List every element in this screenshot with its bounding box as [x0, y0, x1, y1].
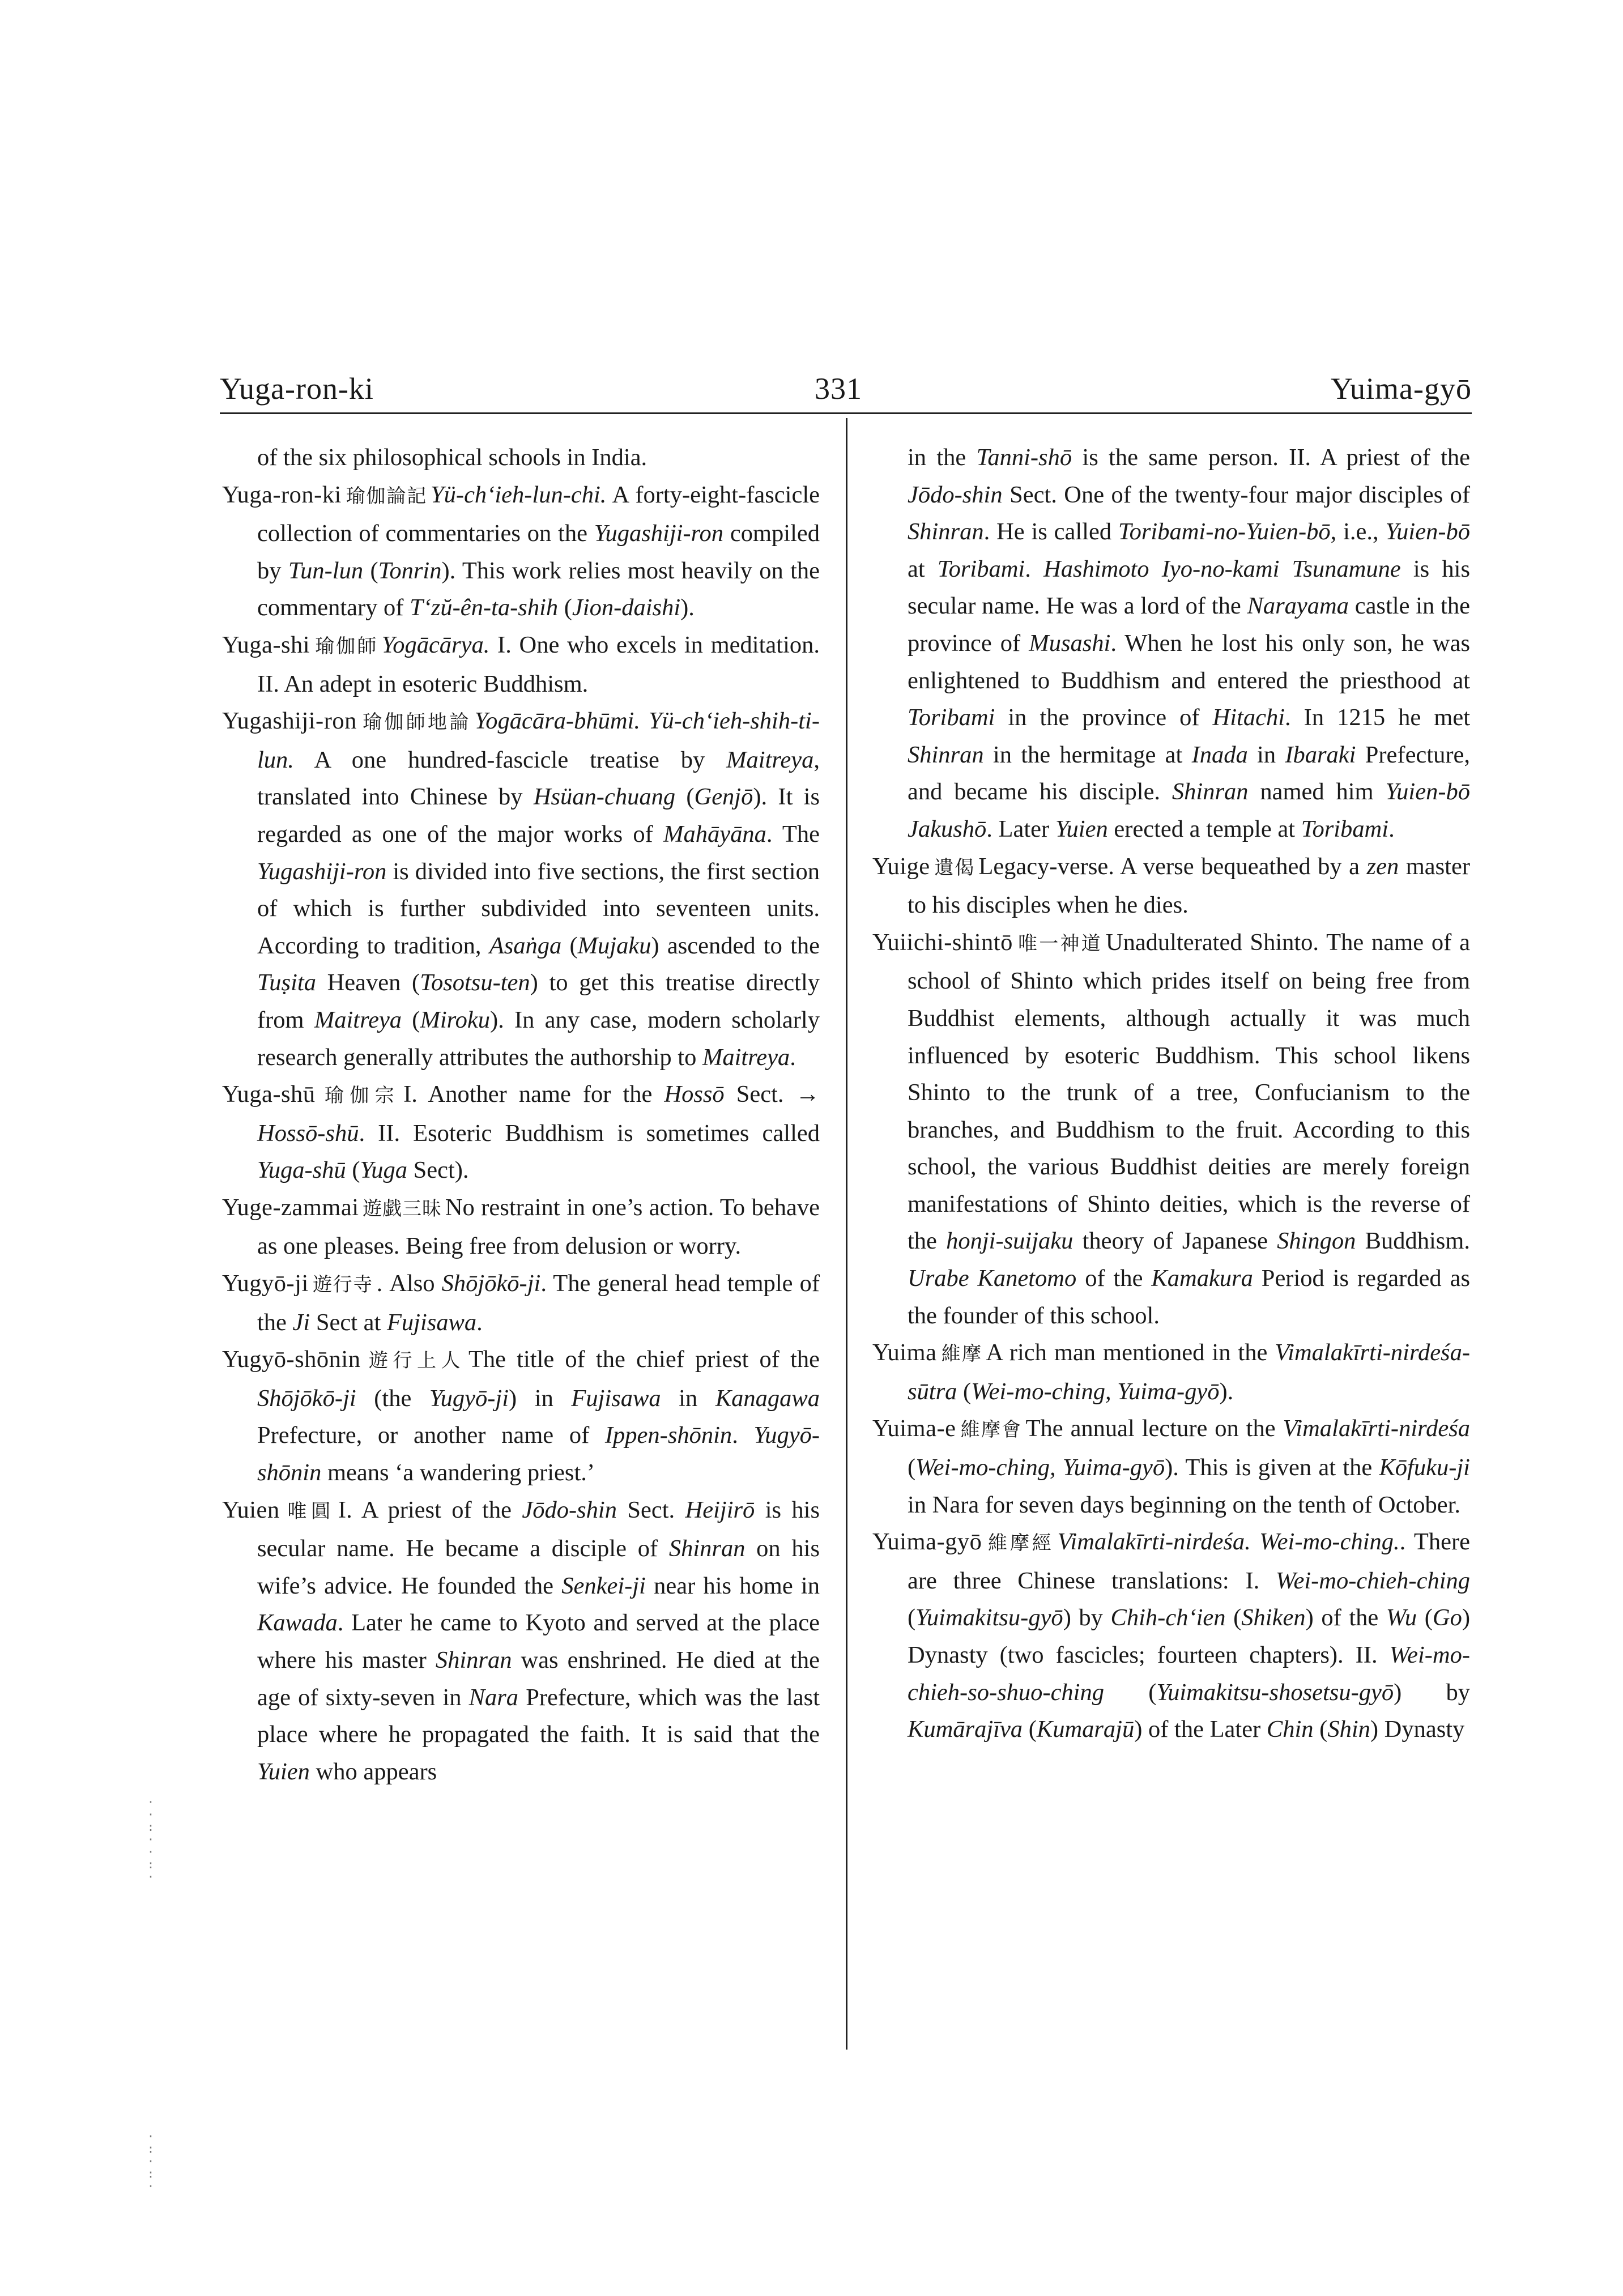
- italic-term: Toribami: [908, 704, 995, 731]
- entry-text: (: [363, 557, 378, 584]
- entry-kanji: 遊戯三昧: [362, 1197, 442, 1220]
- scan-specks-lower: · : · : ·: [147, 2129, 155, 2193]
- entry-text: (: [908, 1454, 916, 1481]
- entry-text: I. Another name for the: [403, 1081, 664, 1108]
- entry-text: theory of Japanese: [1073, 1228, 1277, 1255]
- italic-term: Shin: [1327, 1716, 1370, 1743]
- entry-text: . Later he came to Kyoto and served at the place where his master: [257, 1609, 820, 1673]
- entry-kanji: 瑜伽師地論: [360, 711, 471, 734]
- italic-term: Wei-mo-ching, Yuima-gyō: [915, 1454, 1165, 1481]
- entry-kanji: 遊行上人: [364, 1349, 465, 1373]
- entry-text: ) Dynasty (two fascicles; fourteen chapters). II.: [908, 1604, 1471, 1668]
- entry-text: Sect. →: [724, 1081, 820, 1108]
- italic-term: Shinran: [908, 741, 984, 768]
- entry-text: The title of the chief priest of the: [468, 1346, 820, 1373]
- italic-term: Shōjōkō-ji: [441, 1270, 541, 1297]
- italic-term: Yuimakitsu-shosetsu-gyō: [1156, 1679, 1394, 1706]
- italic-term: Tonrin: [378, 557, 442, 584]
- entry-text: Sect at: [310, 1309, 387, 1336]
- italic-term: Yugashiji-ron: [257, 858, 387, 885]
- italic-term: Wu: [1386, 1604, 1417, 1632]
- entry-text: means ‘a wandering priest.’: [321, 1459, 595, 1486]
- italic-term: Yugashiji-ron: [594, 520, 724, 547]
- italic-term: Vimalakīrti-nirdeśa: [1283, 1415, 1471, 1442]
- entry-text: Legacy-verse. A verse bequeathed by a: [978, 853, 1367, 880]
- entry-text: in the: [908, 444, 977, 471]
- entry-headword: Yuga-shi: [222, 631, 310, 658]
- right-entries: [872, 848, 1470, 1748]
- entry-text: Heaven (: [316, 969, 420, 996]
- entry-text: of the: [1076, 1265, 1152, 1292]
- entry-headword: Yuga-ron-ki: [222, 481, 342, 508]
- entry-headword: Yuge-zammai: [222, 1194, 359, 1221]
- entry-headword: Yugashiji-ron: [222, 708, 357, 735]
- running-head-right: Yuima-gyō: [1331, 372, 1472, 406]
- dictionary-entry: [222, 1265, 820, 1341]
- entry-text: who appears: [309, 1758, 437, 1785]
- entry-text: (: [558, 594, 572, 621]
- italic-term: Yogācārya.: [381, 631, 490, 658]
- italic-term: Tosotsu-ten: [420, 969, 530, 996]
- entry-text: .: [476, 1309, 483, 1336]
- italic-term: Shiken: [1241, 1604, 1306, 1632]
- page-header: [220, 371, 1472, 416]
- italic-term: Musashi: [1029, 629, 1111, 657]
- entry-text: named him: [1248, 778, 1386, 806]
- italic-term: Shinran: [908, 518, 984, 546]
- entry-text: (: [908, 1604, 916, 1632]
- italic-term: Mujaku: [577, 932, 651, 959]
- dictionary-entry: [872, 924, 1470, 1335]
- italic-term: Fujisawa: [571, 1385, 661, 1412]
- dictionary-entry: [872, 848, 1470, 924]
- entry-text: . Also: [376, 1270, 442, 1297]
- italic-term: Kanagawa: [715, 1385, 820, 1412]
- entry-kanji: 維摩經: [985, 1532, 1054, 1555]
- italic-term: Toribami-no-Yuien-bō: [1118, 518, 1331, 546]
- entry-text: Period is regarded as the founder of this school.: [908, 1265, 1470, 1329]
- italic-term: Inada: [1191, 741, 1248, 768]
- entry-text: ). This is given at the: [1165, 1454, 1379, 1481]
- italic-term: Shinran: [435, 1647, 512, 1673]
- italic-term: Ji: [292, 1309, 310, 1336]
- italic-term: Hitachi: [1212, 704, 1285, 731]
- left-entries: [222, 476, 820, 1791]
- entry-text: . The: [766, 820, 820, 847]
- left-column: [222, 439, 820, 1790]
- entry-text: The annual lecture on the: [1025, 1415, 1283, 1442]
- entry-text: .: [790, 1043, 796, 1071]
- dictionary-entry: [222, 1076, 820, 1189]
- header-rule: [220, 412, 1472, 414]
- entry-text: I. A priest of the: [338, 1496, 522, 1523]
- dictionary-entry: [872, 1523, 1470, 1748]
- italic-term: Ippen-shōnin: [604, 1422, 732, 1449]
- italic-term: Senkei-ji: [561, 1572, 646, 1599]
- italic-term: Yuga-shū: [257, 1157, 346, 1184]
- italic-term: Kawada: [257, 1609, 338, 1637]
- italic-term: Yuimakitsu-gyō: [915, 1604, 1063, 1632]
- entry-text: ).: [680, 594, 695, 621]
- dictionary-entry: [222, 476, 820, 627]
- italic-term: Yugyō-ji: [429, 1385, 509, 1412]
- entry-text: . He is called: [983, 518, 1118, 546]
- italic-term: Yuien: [1055, 815, 1108, 842]
- entry-text: .: [1025, 555, 1044, 582]
- entry-text: .: [1388, 815, 1395, 842]
- italic-term: Yuien-bō: [1385, 518, 1470, 546]
- entry-headword: Yuima-gyō: [872, 1528, 982, 1556]
- italic-term: honji-suijaku: [946, 1228, 1074, 1255]
- italic-term: Ibaraki: [1285, 741, 1356, 768]
- italic-term: Heijirō: [685, 1496, 755, 1523]
- entry-kanji: 唯圓: [283, 1500, 335, 1523]
- running-head-left: Yuga-ron-ki: [220, 372, 374, 406]
- italic-term: Yugyō-shōnin: [257, 1422, 820, 1486]
- entry-text: . Later: [986, 815, 1055, 842]
- entry-text: . II. Esoteric Buddhism is sometimes called: [359, 1119, 820, 1147]
- entry-headword: Yuima: [872, 1339, 937, 1366]
- italic-term: Narayama: [1247, 593, 1349, 620]
- italic-term: Genjō: [694, 783, 753, 811]
- entry-text: ). This work relies most heavily on the commentary of: [257, 557, 820, 621]
- entry-text: is divided into five sections, the first section of which is further subdivided into seventeen units. According to tradition,: [257, 858, 820, 959]
- italic-term: Shinran: [668, 1535, 746, 1562]
- entry-text: . There are three Chinese translations: I.: [908, 1528, 1471, 1594]
- entry-text: (: [1313, 1716, 1328, 1743]
- italic-term: Kumārajīva: [908, 1716, 1023, 1743]
- entry-text: Buddhism.: [1356, 1228, 1470, 1255]
- entry-text: ) by: [1394, 1679, 1470, 1706]
- italic-term: Hashimoto Iyo-no-kami Tsunamune: [1043, 555, 1401, 582]
- italic-term: Tanni-shō: [976, 444, 1072, 471]
- italic-term: Chin: [1266, 1716, 1314, 1743]
- italic-term: Jōdo-shin: [522, 1496, 617, 1523]
- entry-text: (: [346, 1157, 360, 1184]
- entry-text: on his wife’s advice. He founded the: [257, 1535, 820, 1599]
- entry-text: A forty-eight-fascicle collection of commentaries on the: [257, 481, 820, 547]
- italic-term: Hossō-shū: [257, 1119, 359, 1147]
- entry-text: (the: [356, 1385, 429, 1412]
- entry-text: castle in the province of: [908, 593, 1470, 657]
- entry-text: ) Dynasty: [1370, 1716, 1465, 1743]
- italic-term: Kōfuku-ji: [1379, 1454, 1470, 1481]
- entry-text: in the province of: [995, 704, 1213, 731]
- italic-term: Yü-ch‘ieh-lun-chi.: [431, 481, 607, 508]
- italic-term: Fujisawa: [386, 1309, 477, 1336]
- italic-term: Nara: [468, 1684, 519, 1711]
- entry-headword: Yugyō-shōnin: [222, 1346, 361, 1373]
- entry-text: (: [1225, 1604, 1242, 1632]
- page-number: 331: [815, 372, 862, 406]
- italic-term: Mahāyāna: [663, 820, 766, 847]
- italic-term: Miroku: [420, 1006, 490, 1033]
- italic-term: T‘zŭ-ên-ta-shih: [410, 594, 559, 621]
- italic-term: Hossō: [664, 1081, 725, 1108]
- entry-text: is his secular name. He became a disciple of: [257, 1496, 820, 1562]
- entry-text: Sect. One of the twenty-four major disciples of: [1002, 481, 1470, 508]
- entry-text: (: [675, 783, 695, 811]
- dictionary-entry: [222, 702, 820, 1076]
- entry-kanji: 遺偈: [933, 856, 975, 879]
- left-continuation: of the six philosophical schools in India.: [257, 444, 648, 471]
- entry-kanji: 維摩會: [959, 1419, 1023, 1442]
- italic-term: Shōjōkō-ji: [257, 1385, 356, 1412]
- entry-text: ). It is regarded as one of the major works of: [257, 783, 820, 847]
- italic-term: Go: [1432, 1604, 1462, 1632]
- italic-term: Maitreya: [702, 1043, 790, 1071]
- dictionary-entry: [222, 1189, 820, 1265]
- entry-kanji: 瑜伽論記: [344, 484, 428, 508]
- entry-kanji: 維摩: [940, 1343, 983, 1366]
- entry-text: in the hermitage at: [983, 741, 1192, 768]
- dictionary-entry: [222, 1492, 820, 1791]
- italic-term: Tuṣita: [257, 969, 316, 996]
- entry-headword: Yuien: [222, 1496, 280, 1523]
- entry-text: ) of the Later: [1134, 1716, 1267, 1743]
- italic-term: Chih-ch‘ien: [1110, 1604, 1226, 1632]
- italic-term: Wei-mo-ching, Yuima-gyō: [971, 1378, 1220, 1405]
- entry-text: . In 1215 he met: [1285, 704, 1470, 731]
- entry-text: in: [1247, 741, 1285, 768]
- italic-term: zen: [1366, 853, 1399, 880]
- entry-text: Sect.: [616, 1496, 685, 1523]
- italic-term: Asaṅga: [489, 932, 562, 959]
- italic-term: Urabe Kanetomo: [908, 1265, 1077, 1292]
- entry-text: Prefecture, which was the last place where he propagated the faith. It is said that the: [257, 1684, 820, 1748]
- entry-text: , i.e.,: [1330, 518, 1386, 546]
- italic-term: Kamakura: [1151, 1265, 1253, 1292]
- entry-text: ).: [1219, 1378, 1234, 1405]
- entry-text: (: [561, 932, 578, 959]
- scan-specks-upper: · · : · · : ·: [147, 1795, 155, 1884]
- dictionary-entry: [872, 1410, 1470, 1523]
- italic-term: Yuien: [257, 1758, 310, 1785]
- entry-text: compiled by: [257, 520, 820, 584]
- italic-term: Yuga: [360, 1157, 407, 1184]
- italic-term: Vimalakīrti-nirdeśa-sūtra: [908, 1339, 1470, 1405]
- entry-kanji: 遊行寺: [312, 1273, 373, 1297]
- entry-headword: Yugyō-ji: [222, 1270, 309, 1297]
- italic-term: Maitreya: [314, 1006, 402, 1033]
- entry-text: A rich man mentioned in the: [986, 1339, 1275, 1366]
- entry-text: in: [661, 1385, 715, 1412]
- entry-kanji: 瑜伽師: [313, 634, 378, 658]
- italic-term: Jion-daishi: [572, 594, 681, 621]
- entry-text: ). In any case, modern scholarly research generally attributes the authorship to: [257, 1006, 820, 1071]
- entry-text: was enshrined. He died at the age of sixty-seven in: [257, 1647, 820, 1711]
- italic-term: Kumarajū: [1036, 1716, 1135, 1743]
- column-divider: [846, 418, 847, 2050]
- right-continuation: [872, 439, 1470, 848]
- entry-text: Prefecture, or another name of: [257, 1422, 605, 1449]
- entry-headword: Yuige: [872, 853, 930, 880]
- entry-text: No restraint in one’s action. To behave as one pleases. Being free from delusion or worry.: [257, 1194, 820, 1260]
- entry-text: ) by: [1063, 1604, 1111, 1632]
- entry-text: (: [1023, 1716, 1037, 1743]
- entry-text: is his secular name. He was a lord of the: [908, 555, 1470, 620]
- entry-kanji: 唯一神道: [1016, 932, 1102, 955]
- right-column: [872, 439, 1470, 1748]
- entry-text: in Nara for seven days beginning on the tenth of October.: [908, 1491, 1461, 1518]
- entry-text: ) in: [509, 1385, 572, 1412]
- entry-text: ) to get this treatise directly from: [257, 969, 820, 1033]
- entry-text: Prefecture, and became his disciple.: [908, 741, 1470, 806]
- italic-term: Toribami: [937, 555, 1025, 582]
- entry-text: A one hundred-fascicle treatise by: [293, 746, 727, 773]
- entry-text: master to his disciples when he dies.: [908, 853, 1471, 919]
- entry-text: Sect).: [407, 1157, 469, 1184]
- entry-text: .: [732, 1422, 754, 1449]
- italic-term: Shinran: [1172, 778, 1249, 806]
- entry-headword: Yuga-shū: [222, 1081, 316, 1108]
- entry-text: I. One who excels in meditation. II. An adept in esoteric Buddhism.: [257, 631, 820, 697]
- italic-term: Shingon: [1277, 1228, 1356, 1255]
- italic-term: Yogācāra-bhūmi. Yü-ch‘ieh-shih-ti-lun.: [257, 708, 820, 773]
- italic-term: Wei-mo-chieh-ching: [1275, 1567, 1470, 1594]
- entry-headword: Yuima-e: [872, 1415, 956, 1442]
- entry-text: erected a temple at: [1107, 815, 1301, 842]
- italic-term: Hsüan-chuang: [533, 783, 676, 811]
- entry-text: is the same person. II. A priest of the: [1072, 444, 1471, 471]
- italic-term: Toribami: [1301, 815, 1389, 842]
- entry-kanji: 瑜伽宗: [318, 1084, 401, 1107]
- entry-text: (: [402, 1006, 420, 1033]
- italic-term: Yuien-bō Jakushō: [908, 778, 1470, 842]
- italic-term: Vimalakīrti-nirdeśa. Wei-mo-ching.: [1057, 1528, 1400, 1556]
- entry-text: ) of the: [1305, 1604, 1386, 1632]
- entry-headword: Yuiichi-shintō: [872, 928, 1013, 956]
- entry-text: (: [1104, 1679, 1157, 1706]
- dictionary-entry: [222, 627, 820, 702]
- entry-text: near his home in: [645, 1572, 820, 1599]
- italic-term: Jōdo-shin: [908, 481, 1003, 508]
- italic-term: Maitreya: [726, 746, 814, 773]
- entry-text: at: [908, 555, 938, 582]
- entry-text: Unadulterated Shinto. The name of a school of Shinto which prides itself on being free from Buddhist elements, although actually it was much influenced by esoteric Buddhism. This school likens Shinto to the trunk of a tree, Confucianism to the branches, and Buddhism to the fruit. According to this school, the various Buddhist deities are merely foreign manifestations of Shinto deities, which is the reverse of the: [908, 928, 1470, 1255]
- italic-term: Wei-mo-chieh-so-shuo-ching: [908, 1642, 1470, 1706]
- entry-text: (: [957, 1378, 972, 1405]
- entry-text: (: [1417, 1604, 1433, 1632]
- dictionary-entry: [872, 1334, 1470, 1410]
- entry-text: . The general head temple of the: [257, 1270, 820, 1336]
- entry-text: . When he lost his only son, he was enlightened to Buddhism and entered the priesthood at: [908, 629, 1470, 694]
- dictionary-entry: [222, 1341, 820, 1491]
- entry-text: , translated into Chinese by: [257, 746, 820, 811]
- italic-term: Tun-lun: [288, 557, 364, 584]
- entry-text: ) ascended to the: [651, 932, 820, 959]
